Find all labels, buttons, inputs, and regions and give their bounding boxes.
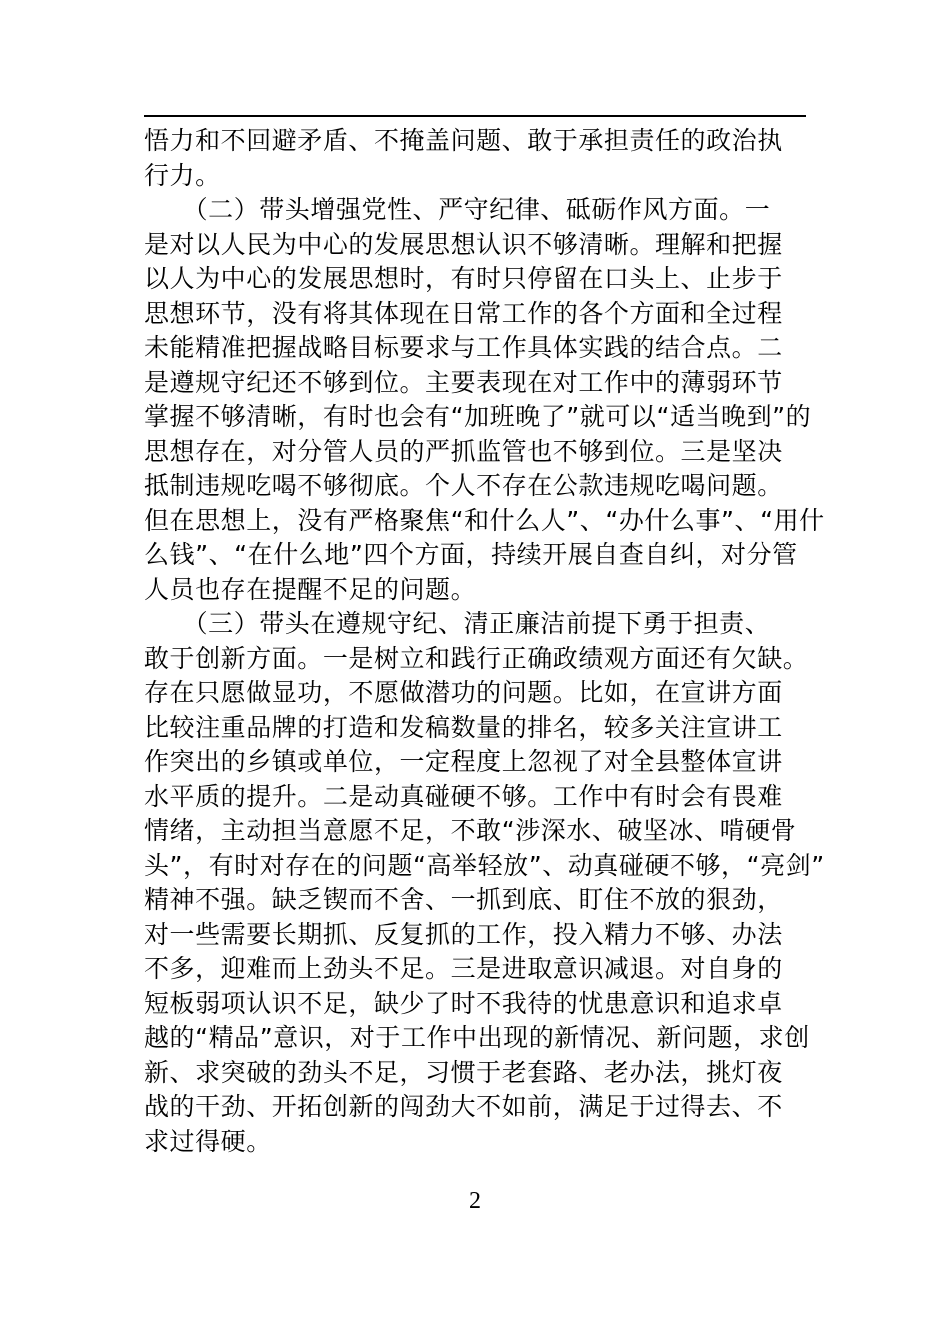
text-line: 抵制违规吃喝不够彻底。个人不存在公款违规吃喝问题。 [144,471,783,500]
text-line: （三）带头在遵规守纪、清正廉洁前提下勇于担责、 [144,609,771,638]
text-line: 未能精准把握战略目标要求与工作具体实践的结合点。二 [144,333,783,362]
text-line: 是遵规守纪还不够到位。主要表现在对工作中的薄弱环节 [144,367,783,397]
text-line: 掌握不够清晰，有时也会有“加班晚了”就可以“适当晚到”的 [144,402,812,431]
text-line: 行力。 [144,160,221,190]
text-line: 但在思想上，没有严格聚焦“和什么人”、“办什么事”、“用什 [144,505,825,535]
text-line: 对一些需要长期抓、反复抓的工作，投入精力不够、办法 [144,919,783,949]
text-line: 敢于创新方面。一是树立和践行正确政绩观方面还有欠缺。 [144,643,809,673]
text-line: 求过得硬。 [144,1126,272,1156]
text-line: 思想存在，对分管人员的严抓监管也不够到位。三是坚决 [144,436,783,466]
text-line: 思想环节，没有将其体现在日常工作的各个方面和全过程 [144,298,783,328]
text-line: 不多，迎难而上劲头不足。三是进取意识减退。对自身的 [144,954,783,983]
body-text [144,124,824,1159]
text-line: 水平质的提升。二是动真碰硬不够。工作中有时会有畏难 [144,781,783,811]
text-line: 作突出的乡镇或单位，一定程度上忽视了对全县整体宣讲 [144,747,783,776]
text-line: 精神不强。缺乏锲而不舍、一抓到底、盯住不放的狠劲， [144,885,783,914]
text-line: 悟力和不回避矛盾、不掩盖问题、敢于承担责任的政治执 [144,126,783,155]
text-line: 么钱”、“在什么地”四个方面，持续开展自查自纠，对分管 [144,540,798,569]
text-line: 是对以人民为中心的发展思想认识不够清晰。理解和把握 [144,229,783,259]
page-number: 2 [469,1188,481,1214]
text-line: 情绪，主动担当意愿不足，不敢“涉深水、破坚冰、啃硬骨 [144,816,797,845]
text-line: 以人为中心的发展思想时，有时只停留在口头上、止步于 [144,264,783,293]
text-line: 战的干劲、开拓创新的闯劲大不如前，满足于过得去、不 [144,1092,783,1121]
text-line: 短板弱项认识不足，缺少了时不我待的忧患意识和追求卓 [144,988,783,1018]
text-line: 人员也存在提醒不足的问题。 [144,574,477,604]
text-line: （二）带头增强党性、严守纪律、砥砺作风方面。一 [144,195,771,224]
text-line: 头”，有时对存在的问题“高举轻放”、动真碰硬不够，“亮剑” [144,850,825,880]
text-line: 存在只愿做显功，不愿做潜功的问题。比如，在宣讲方面 [144,678,783,707]
text-line: 比较注重品牌的打造和发稿数量的排名，较多关注宣讲工 [144,712,783,742]
text-line: 越的“精品”意识，对于工作中出现的新情况、新问题，求创 [144,1023,810,1052]
header-rule [144,115,806,117]
text-line: 新、求突破的劲头不足，习惯于老套路、老办法，挑灯夜 [144,1057,783,1087]
